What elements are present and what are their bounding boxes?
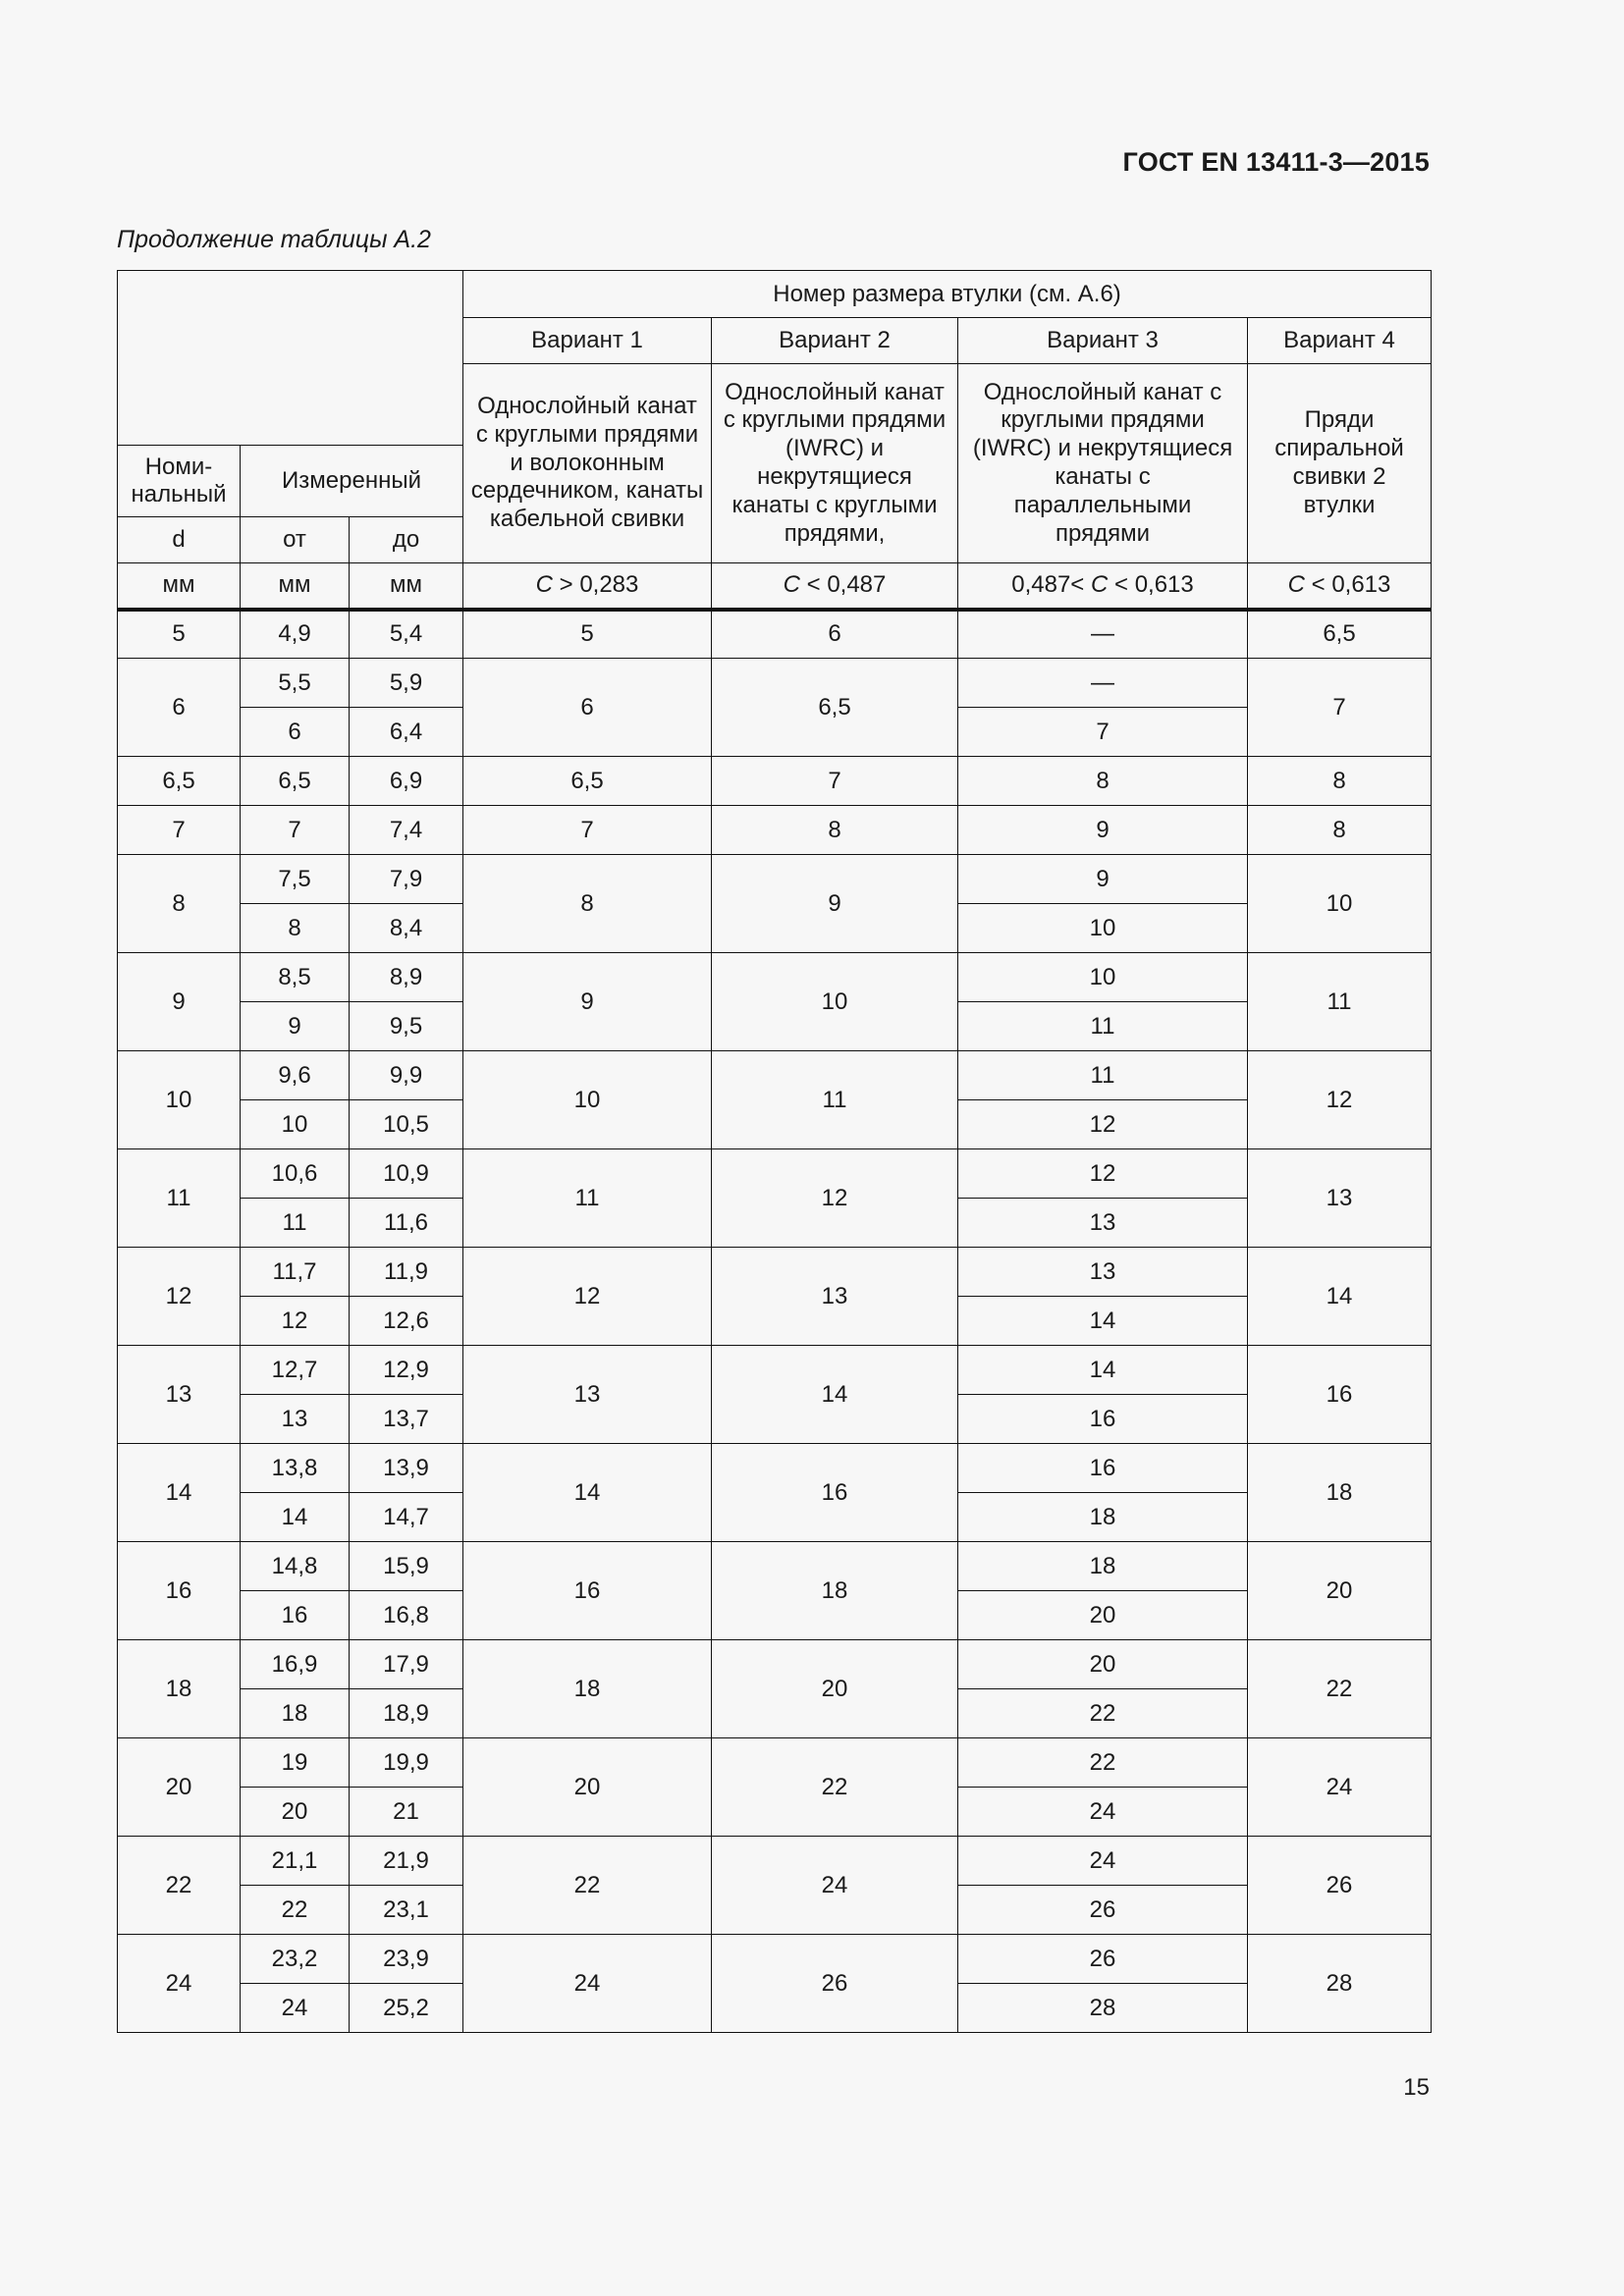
measured-to-cell: 14,7 (350, 1493, 463, 1542)
header-from: от (241, 517, 350, 563)
condition-variant-4: C < 0,613 (1248, 563, 1432, 610)
variant-1-cell: 16 (463, 1542, 712, 1640)
condition-variant-2: C < 0,487 (712, 563, 958, 610)
measured-from-cell: 5,5 (241, 659, 350, 708)
variant-4-cell: 12 (1248, 1051, 1432, 1149)
measured-to-cell: 10,9 (350, 1149, 463, 1199)
nominal-d-cell: 14 (118, 1444, 241, 1542)
header-bushing-size: Номер размера втулки (см. А.6) (463, 271, 1432, 318)
variant-1-cell: 12 (463, 1248, 712, 1346)
header-nominal: Номи-нальный (118, 446, 241, 517)
nominal-d-cell: 11 (118, 1149, 241, 1248)
measured-from-cell: 18 (241, 1689, 350, 1738)
table-row (118, 1738, 1432, 1788)
measured-to-cell: 7,9 (350, 855, 463, 904)
variant-2-cell: 12 (712, 1149, 958, 1248)
variant-2-cell: 6 (712, 610, 958, 659)
variant-3-cell: 14 (958, 1346, 1248, 1395)
measured-from-cell: 8 (241, 904, 350, 953)
variant-3-cell: 10 (958, 904, 1248, 953)
variant-1-cell: 24 (463, 1935, 712, 2033)
variant-3-cell: 16 (958, 1444, 1248, 1493)
variant-4-cell: 10 (1248, 855, 1432, 953)
measured-from-cell: 12,7 (241, 1346, 350, 1395)
nominal-d-cell: 10 (118, 1051, 241, 1149)
measured-to-cell: 8,9 (350, 953, 463, 1002)
variant-1-cell: 9 (463, 953, 712, 1051)
desc-variant-4: Пряди спиральной свивки 2 втулки (1248, 364, 1432, 563)
nominal-d-cell: 20 (118, 1738, 241, 1837)
desc-variant-1: Однослойный канат с круглыми прядями и волоконным сердечником, канаты кабельной свивки (463, 364, 712, 563)
table-caption: Продолжение таблицы А.2 (117, 226, 431, 253)
variant-3-cell: 20 (958, 1640, 1248, 1689)
variant-1-cell: 10 (463, 1051, 712, 1149)
variant-3-cell: 16 (958, 1395, 1248, 1444)
nominal-d-cell: 7 (118, 806, 241, 855)
measured-to-cell: 7,4 (350, 806, 463, 855)
table-row (118, 1837, 1432, 1886)
header-variant-1: Вариант 1 (463, 318, 712, 364)
header-measured: Измеренный (241, 446, 463, 517)
measured-to-cell: 23,1 (350, 1886, 463, 1935)
measured-to-cell: 15,9 (350, 1542, 463, 1591)
measured-to-cell: 8,4 (350, 904, 463, 953)
variant-4-cell: 13 (1248, 1149, 1432, 1248)
nominal-d-cell: 8 (118, 855, 241, 953)
variant-4-cell: 16 (1248, 1346, 1432, 1444)
nominal-d-cell: 22 (118, 1837, 241, 1935)
measured-from-cell: 13,8 (241, 1444, 350, 1493)
variant-1-cell: 8 (463, 855, 712, 953)
measured-from-cell: 23,2 (241, 1935, 350, 1984)
variant-3-cell: 8 (958, 757, 1248, 806)
measured-to-cell: 5,4 (350, 610, 463, 659)
variant-2-cell: 7 (712, 757, 958, 806)
measured-from-cell: 7,5 (241, 855, 350, 904)
table-row (118, 1346, 1432, 1395)
variant-3-cell: 26 (958, 1935, 1248, 1984)
measured-from-cell: 11 (241, 1199, 350, 1248)
table-row (118, 806, 1432, 855)
measured-from-cell: 6 (241, 708, 350, 757)
variant-3-cell: 18 (958, 1542, 1248, 1591)
variant-3-cell: 11 (958, 1051, 1248, 1100)
variant-3-cell: — (958, 610, 1248, 659)
measured-from-cell: 14,8 (241, 1542, 350, 1591)
measured-to-cell: 21,9 (350, 1837, 463, 1886)
document-code: ГОСТ EN 13411-3—2015 (1122, 147, 1430, 177)
unit-to: мм (350, 563, 463, 610)
measured-to-cell: 11,6 (350, 1199, 463, 1248)
measured-from-cell: 6,5 (241, 757, 350, 806)
variant-4-cell: 28 (1248, 1935, 1432, 2033)
variant-2-cell: 22 (712, 1738, 958, 1837)
variant-3-cell: 26 (958, 1886, 1248, 1935)
variant-4-cell: 11 (1248, 953, 1432, 1051)
measured-to-cell: 12,6 (350, 1297, 463, 1346)
table-row (118, 1640, 1432, 1689)
variant-4-cell: 26 (1248, 1837, 1432, 1935)
page-number: 15 (1403, 2074, 1430, 2101)
table-row (118, 1248, 1432, 1297)
measured-to-cell: 13,9 (350, 1444, 463, 1493)
measured-from-cell: 19 (241, 1738, 350, 1788)
variant-3-cell: 28 (958, 1984, 1248, 2033)
variant-3-cell: 24 (958, 1788, 1248, 1837)
variant-1-cell: 11 (463, 1149, 712, 1248)
table-row (118, 1051, 1432, 1100)
variant-1-cell: 6,5 (463, 757, 712, 806)
table-row (118, 1542, 1432, 1591)
variant-3-cell: 9 (958, 806, 1248, 855)
measured-from-cell: 12 (241, 1297, 350, 1346)
variant-2-cell: 6,5 (712, 659, 958, 757)
nominal-d-cell: 16 (118, 1542, 241, 1640)
variant-3-cell: 20 (958, 1591, 1248, 1640)
measured-from-cell: 16,9 (241, 1640, 350, 1689)
measured-to-cell: 13,7 (350, 1395, 463, 1444)
measured-from-cell: 9,6 (241, 1051, 350, 1100)
nominal-d-cell: 24 (118, 1935, 241, 2033)
measured-from-cell: 7 (241, 806, 350, 855)
variant-1-cell: 13 (463, 1346, 712, 1444)
measured-from-cell: 11,7 (241, 1248, 350, 1297)
variant-3-cell: 12 (958, 1149, 1248, 1199)
table-row (118, 1149, 1432, 1199)
variant-4-cell: 24 (1248, 1738, 1432, 1837)
measured-to-cell: 18,9 (350, 1689, 463, 1738)
measured-to-cell: 23,9 (350, 1935, 463, 1984)
measured-from-cell: 20 (241, 1788, 350, 1837)
measured-from-cell: 10,6 (241, 1149, 350, 1199)
measured-to-cell: 16,8 (350, 1591, 463, 1640)
measured-from-cell: 9 (241, 1002, 350, 1051)
header-variant-4: Вариант 4 (1248, 318, 1432, 364)
measured-from-cell: 13 (241, 1395, 350, 1444)
header-to: до (350, 517, 463, 563)
variant-2-cell: 26 (712, 1935, 958, 2033)
measured-to-cell: 12,9 (350, 1346, 463, 1395)
variant-1-cell: 5 (463, 610, 712, 659)
measured-from-cell: 4,9 (241, 610, 350, 659)
nominal-d-cell: 18 (118, 1640, 241, 1738)
table-row (118, 1444, 1432, 1493)
measured-from-cell: 10 (241, 1100, 350, 1149)
table-row (118, 659, 1432, 708)
measured-from-cell: 16 (241, 1591, 350, 1640)
measured-from-cell: 14 (241, 1493, 350, 1542)
measured-to-cell: 17,9 (350, 1640, 463, 1689)
variant-2-cell: 10 (712, 953, 958, 1051)
variant-3-cell: 22 (958, 1738, 1248, 1788)
variant-3-cell: — (958, 659, 1248, 708)
variant-4-cell: 22 (1248, 1640, 1432, 1738)
header-blank-cell (118, 271, 463, 446)
desc-variant-3: Однослойный канат с круглыми прядями (IWRC) и некрутящиеся канаты с параллельными прядями (958, 364, 1248, 563)
nominal-d-cell: 6,5 (118, 757, 241, 806)
variant-2-cell: 11 (712, 1051, 958, 1149)
table-body (118, 610, 1432, 2033)
variant-3-cell: 10 (958, 953, 1248, 1002)
variant-4-cell: 8 (1248, 757, 1432, 806)
nominal-d-cell: 5 (118, 610, 241, 659)
variant-4-cell: 18 (1248, 1444, 1432, 1542)
unit-from: мм (241, 563, 350, 610)
variant-4-cell: 6,5 (1248, 610, 1432, 659)
measured-to-cell: 10,5 (350, 1100, 463, 1149)
nominal-d-cell: 6 (118, 659, 241, 757)
variant-3-cell: 7 (958, 708, 1248, 757)
variant-4-cell: 7 (1248, 659, 1432, 757)
variant-1-cell: 20 (463, 1738, 712, 1837)
variant-1-cell: 14 (463, 1444, 712, 1542)
variant-1-cell: 18 (463, 1640, 712, 1738)
condition-variant-1: C > 0,283 (463, 563, 712, 610)
table-row (118, 610, 1432, 659)
unit-d: мм (118, 563, 241, 610)
variant-1-cell: 22 (463, 1837, 712, 1935)
nominal-d-cell: 12 (118, 1248, 241, 1346)
variant-3-cell: 9 (958, 855, 1248, 904)
variant-4-cell: 14 (1248, 1248, 1432, 1346)
variant-4-cell: 20 (1248, 1542, 1432, 1640)
variant-2-cell: 14 (712, 1346, 958, 1444)
measured-from-cell: 21,1 (241, 1837, 350, 1886)
nominal-d-cell: 13 (118, 1346, 241, 1444)
variant-3-cell: 24 (958, 1837, 1248, 1886)
table-row (118, 1935, 1432, 1984)
table-row (118, 757, 1432, 806)
variant-2-cell: 13 (712, 1248, 958, 1346)
measured-from-cell: 8,5 (241, 953, 350, 1002)
condition-variant-3: 0,487< C < 0,613 (958, 563, 1248, 610)
variant-3-cell: 12 (958, 1100, 1248, 1149)
variant-3-cell: 14 (958, 1297, 1248, 1346)
measured-to-cell: 25,2 (350, 1984, 463, 2033)
variant-2-cell: 16 (712, 1444, 958, 1542)
measured-to-cell: 11,9 (350, 1248, 463, 1297)
variant-3-cell: 13 (958, 1199, 1248, 1248)
bushing-size-table (117, 270, 1432, 2033)
header-variant-2: Вариант 2 (712, 318, 958, 364)
measured-from-cell: 24 (241, 1984, 350, 2033)
variant-3-cell: 18 (958, 1493, 1248, 1542)
header-d: d (118, 517, 241, 563)
measured-to-cell: 9,5 (350, 1002, 463, 1051)
variant-3-cell: 22 (958, 1689, 1248, 1738)
measured-from-cell: 22 (241, 1886, 350, 1935)
table-row (118, 855, 1432, 904)
desc-variant-2: Однослойный канат с круглыми прядями (IWRC) и некрутящиеся канаты с круглыми прядями, (712, 364, 958, 563)
variant-2-cell: 24 (712, 1837, 958, 1935)
variant-1-cell: 7 (463, 806, 712, 855)
variant-3-cell: 13 (958, 1248, 1248, 1297)
variant-3-cell: 11 (958, 1002, 1248, 1051)
variant-2-cell: 20 (712, 1640, 958, 1738)
measured-to-cell: 5,9 (350, 659, 463, 708)
variant-1-cell: 6 (463, 659, 712, 757)
measured-to-cell: 6,9 (350, 757, 463, 806)
nominal-d-cell: 9 (118, 953, 241, 1051)
variant-2-cell: 9 (712, 855, 958, 953)
variant-2-cell: 8 (712, 806, 958, 855)
measured-to-cell: 21 (350, 1788, 463, 1837)
variant-4-cell: 8 (1248, 806, 1432, 855)
header-variant-3: Вариант 3 (958, 318, 1248, 364)
measured-to-cell: 9,9 (350, 1051, 463, 1100)
measured-to-cell: 6,4 (350, 708, 463, 757)
table-row (118, 953, 1432, 1002)
variant-2-cell: 18 (712, 1542, 958, 1640)
measured-to-cell: 19,9 (350, 1738, 463, 1788)
